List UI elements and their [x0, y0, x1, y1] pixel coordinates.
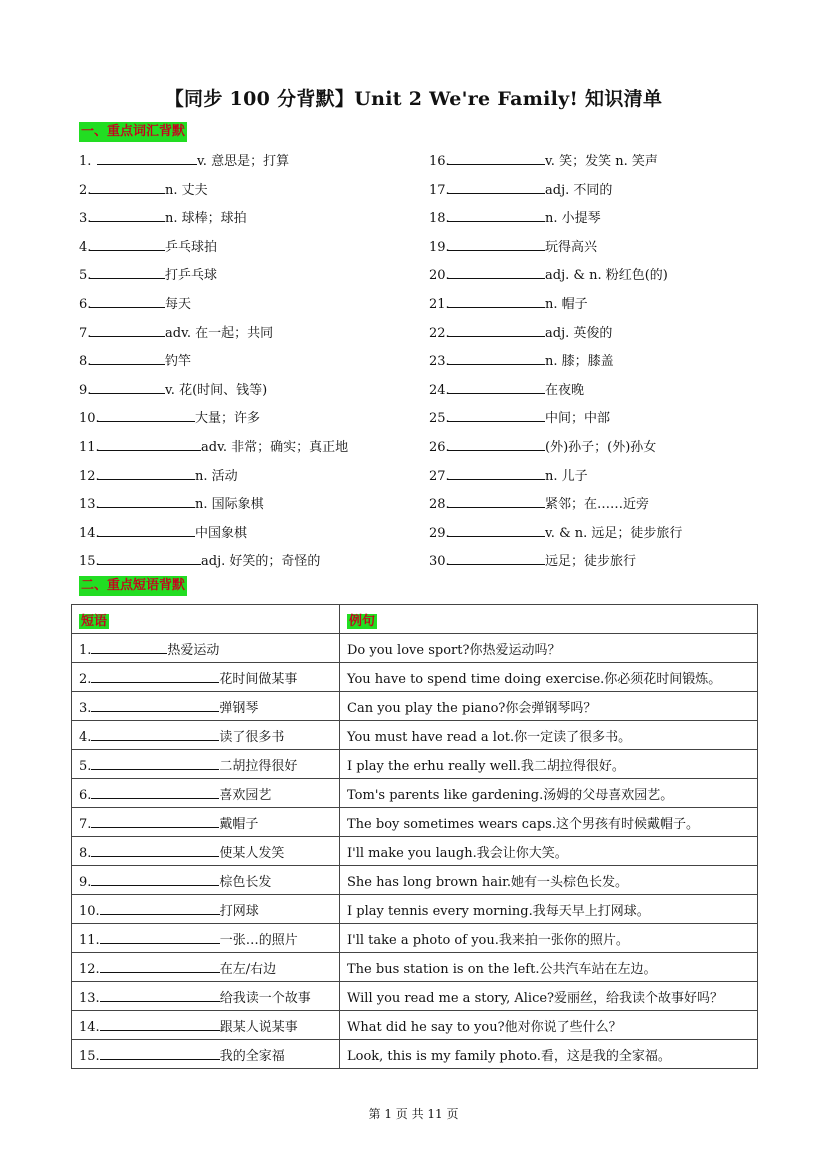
item-number: 7.	[79, 325, 92, 341]
table-row	[72, 1040, 758, 1069]
phrase-blank[interactable]	[91, 639, 167, 654]
phrase-blank[interactable]	[100, 958, 220, 973]
answer-blank[interactable]	[447, 207, 545, 222]
phrase-cell	[72, 1040, 340, 1069]
table-row	[72, 953, 758, 982]
vocab-item	[79, 522, 247, 542]
phrase-blank[interactable]	[100, 1045, 220, 1060]
table-row	[72, 837, 758, 866]
vocab-item	[429, 379, 584, 399]
item-number: 6.	[79, 297, 92, 312]
item-meaning: n. 球棒；球拍	[165, 211, 247, 227]
vocab-item	[79, 465, 238, 485]
vocab-item	[79, 379, 267, 399]
vocab-item	[429, 350, 614, 370]
item-number: 16.	[429, 154, 450, 169]
phrase-number: 4.	[79, 729, 92, 745]
phrase-cell	[72, 634, 340, 663]
answer-blank[interactable]	[447, 379, 545, 394]
answer-blank[interactable]	[97, 550, 201, 565]
phrase-cell	[72, 837, 340, 866]
answer-blank[interactable]	[97, 465, 195, 480]
table-row	[72, 634, 758, 663]
item-number: 2.	[79, 182, 92, 198]
answer-blank[interactable]	[97, 150, 197, 165]
table-row	[72, 779, 758, 808]
table-header-row	[72, 605, 758, 634]
phrase-blank[interactable]	[91, 668, 219, 683]
example-cell: I'll make you laugh.我会让你大笑。	[340, 837, 758, 866]
phrase-number: 15.	[79, 1048, 100, 1064]
table-row	[72, 866, 758, 895]
vocab-item	[429, 493, 649, 513]
phrase-cell	[72, 895, 340, 924]
vocab-item	[429, 407, 610, 427]
item-number: 17.	[429, 182, 450, 198]
phrase-number: 8.	[79, 845, 92, 861]
vocab-item	[79, 264, 217, 284]
item-number: 18.	[429, 211, 450, 227]
vocab-item	[429, 550, 636, 570]
vocab-item	[79, 493, 264, 513]
item-meaning: adj. 好笑的；奇怪的	[201, 554, 321, 570]
phrase-meaning: 一张…的照片	[219, 932, 298, 948]
vocab-item	[79, 207, 247, 227]
phrase-cell	[72, 866, 340, 895]
table-row	[72, 924, 758, 953]
item-number: 13.	[79, 497, 100, 513]
phrase-cell	[72, 808, 340, 837]
phrase-table	[71, 604, 758, 1069]
header-cell-example	[340, 605, 758, 634]
answer-blank[interactable]	[89, 350, 165, 365]
answer-blank[interactable]	[89, 207, 165, 222]
phrase-cell	[72, 953, 340, 982]
answer-blank[interactable]	[447, 550, 545, 565]
phrase-number: 3.	[79, 700, 92, 716]
example-cell: Can you play the piano?你会弹钢琴吗？	[340, 692, 758, 721]
phrase-cell	[72, 1011, 340, 1040]
phrase-number: 11.	[79, 932, 100, 948]
example-cell: Tom's parents like gardening.汤姆的父母喜欢园艺。	[340, 779, 758, 808]
table-row	[72, 721, 758, 750]
phrase-number: 13.	[79, 990, 100, 1006]
example-cell: Do you love sport?你热爱运动吗？	[340, 634, 758, 663]
vocab-item	[79, 150, 289, 170]
vocab-item	[79, 293, 191, 313]
phrase-number: 6.	[79, 787, 92, 803]
phrase-meaning: 花时间做某事	[219, 671, 298, 687]
item-number: 27.	[429, 468, 450, 484]
vocab-item	[429, 465, 588, 485]
item-number: 10.	[79, 411, 100, 427]
phrase-meaning: 使某人发笑	[219, 845, 285, 861]
answer-blank[interactable]	[89, 264, 165, 279]
item-number: 1.	[79, 154, 92, 169]
phrase-cell	[72, 750, 340, 779]
table-row	[72, 692, 758, 721]
item-number: 28.	[429, 497, 450, 513]
answer-blank[interactable]	[97, 493, 195, 508]
answer-blank[interactable]	[89, 379, 165, 394]
item-meaning: adj. 不同的	[545, 182, 613, 198]
phrase-number: 9.	[79, 874, 92, 890]
item-meaning: 紧邻；在……近旁	[545, 497, 650, 513]
vocab-item	[429, 436, 656, 456]
vocab-item	[429, 322, 612, 342]
item-number: 14.	[79, 525, 100, 541]
item-meaning: 玩得高兴	[545, 239, 598, 255]
phrase-meaning: 读了很多书	[219, 729, 285, 745]
section-heading-phrases: 二、重点短语背默	[79, 576, 187, 596]
phrase-blank[interactable]	[91, 813, 219, 828]
example-cell: The boy sometimes wears caps.这个男孩有时候戴帽子。	[340, 808, 758, 837]
phrase-cell	[72, 924, 340, 953]
example-cell: Look, this is my family photo.看，这是我的全家福。	[340, 1040, 758, 1069]
phrase-blank[interactable]	[100, 900, 220, 915]
item-meaning: 每天	[165, 297, 192, 312]
item-number: 24.	[429, 382, 450, 398]
phrase-meaning: 戴帽子	[219, 816, 259, 832]
phrase-cell	[72, 663, 340, 692]
item-meaning: v. 花(时间、钱等)	[165, 382, 268, 398]
vocab-item	[429, 264, 668, 284]
phrase-meaning: 弹钢琴	[219, 700, 259, 716]
item-number: 29.	[429, 525, 450, 541]
phrase-number: 5.	[79, 758, 92, 774]
phrase-blank[interactable]	[91, 755, 219, 770]
item-number: 8.	[79, 354, 92, 370]
table-row	[72, 982, 758, 1011]
phrase-number: 2.	[79, 671, 92, 687]
answer-blank[interactable]	[97, 522, 195, 537]
example-cell: Will you read me a story, Alice?爱丽丝，给我读个故事好吗？	[340, 982, 758, 1011]
item-meaning: 钓竿	[165, 354, 192, 370]
phrase-cell	[72, 982, 340, 1011]
item-meaning: 大量；许多	[195, 411, 261, 427]
table-row	[72, 808, 758, 837]
answer-blank[interactable]	[447, 179, 545, 194]
answer-blank[interactable]	[447, 293, 545, 308]
phrase-number: 10.	[79, 903, 100, 919]
item-meaning: adv. 在一起；共同	[165, 325, 274, 341]
item-meaning: 打乒乓球	[165, 268, 218, 284]
item-number: 21.	[429, 297, 450, 312]
header-phrase-label: 短语	[81, 613, 108, 629]
item-meaning: n. 膝；膝盖	[545, 354, 614, 370]
vocab-item	[429, 207, 601, 227]
answer-blank[interactable]	[97, 436, 201, 451]
phrase-number: 7.	[79, 816, 92, 832]
item-meaning: 远足；徒步旅行	[545, 554, 637, 570]
phrase-number: 1.	[79, 642, 92, 658]
answer-blank[interactable]	[447, 264, 545, 279]
item-meaning: 乒乓球拍	[165, 239, 218, 255]
phrase-meaning: 跟某人说某事	[219, 1019, 298, 1035]
vocab-item	[429, 179, 612, 199]
item-meaning: 中间；中部	[545, 411, 611, 427]
vocab-item	[429, 522, 682, 542]
item-number: 15.	[79, 554, 100, 570]
phrase-meaning: 打网球	[219, 903, 259, 919]
answer-blank[interactable]	[89, 236, 165, 251]
answer-blank[interactable]	[447, 493, 545, 508]
item-number: 11.	[79, 440, 100, 455]
answer-blank[interactable]	[89, 322, 165, 337]
page-footer: 第 1 页 共 11 页	[368, 1107, 459, 1121]
vocab-item	[79, 350, 191, 370]
answer-blank[interactable]	[447, 150, 545, 165]
item-meaning: adj. 英俊的	[545, 325, 613, 341]
table-row	[72, 663, 758, 692]
section-heading-vocab: 一、重点词汇背默	[79, 122, 187, 142]
item-meaning: 中国象棋	[195, 525, 248, 541]
answer-blank[interactable]	[447, 522, 545, 537]
item-number: 25.	[429, 411, 450, 427]
phrase-blank[interactable]	[91, 842, 219, 857]
answer-blank[interactable]	[447, 322, 545, 337]
phrase-meaning: 我的全家福	[219, 1048, 285, 1064]
example-cell: I play the erhu really well.我二胡拉得很好。	[340, 750, 758, 779]
item-meaning: n. 帽子	[545, 297, 588, 312]
answer-blank[interactable]	[447, 436, 545, 451]
phrase-meaning: 棕色长发	[219, 874, 272, 890]
answer-blank[interactable]	[89, 293, 165, 308]
phrase-blank[interactable]	[91, 784, 219, 799]
phrase-blank[interactable]	[100, 1016, 220, 1031]
phrase-blank[interactable]	[100, 987, 220, 1002]
vocab-item	[429, 150, 658, 170]
item-meaning: n. 国际象棋	[195, 497, 264, 513]
phrase-blank[interactable]	[91, 697, 219, 712]
item-meaning: n. 儿子	[545, 468, 588, 484]
phrase-meaning: 热爱运动	[167, 642, 220, 658]
answer-blank[interactable]	[89, 179, 165, 194]
table-row	[72, 750, 758, 779]
header-cell-phrase	[72, 605, 340, 634]
item-number: 30.	[429, 554, 450, 570]
item-meaning: adv. 非常；确实；真正地	[201, 440, 349, 455]
phrase-number: 14.	[79, 1019, 100, 1035]
phrase-blank[interactable]	[100, 929, 220, 944]
answer-blank[interactable]	[97, 407, 195, 422]
item-meaning: v. & n. 远足；徒步旅行	[545, 525, 683, 541]
phrase-blank[interactable]	[91, 871, 219, 886]
item-number: 5.	[79, 268, 92, 284]
example-cell: What did he say to you?他对你说了些什么？	[340, 1011, 758, 1040]
vocab-item	[79, 179, 208, 199]
item-meaning: n. 丈夫	[165, 182, 208, 198]
phrase-cell	[72, 779, 340, 808]
page-title: 【同步 100 分背默】Unit 2 We're Family! 知识清单	[164, 88, 663, 110]
item-meaning: adj. & n. 粉红色(的)	[545, 268, 668, 284]
phrase-meaning: 喜欢园艺	[219, 787, 272, 803]
answer-blank[interactable]	[447, 465, 545, 480]
answer-blank[interactable]	[447, 236, 545, 251]
vocab-item	[79, 550, 320, 570]
item-number: 4.	[79, 239, 92, 255]
item-number: 20.	[429, 268, 450, 284]
answer-blank[interactable]	[447, 350, 545, 365]
item-meaning: n. 小提琴	[545, 211, 601, 227]
item-number: 26.	[429, 440, 450, 455]
item-meaning: (外)孙子；(外)孙女	[545, 440, 657, 455]
phrase-blank[interactable]	[91, 726, 219, 741]
vocab-item	[429, 236, 597, 256]
header-example-label: 例句	[349, 613, 376, 629]
phrase-cell	[72, 721, 340, 750]
vocab-item	[79, 407, 260, 427]
vocab-item	[79, 436, 348, 456]
item-number: 22.	[429, 325, 450, 341]
phrase-number: 12.	[79, 961, 100, 977]
item-number: 9.	[79, 382, 92, 398]
phrase-meaning: 在左/右边	[219, 961, 277, 977]
example-cell: I play tennis every morning.我每天早上打网球。	[340, 895, 758, 924]
phrase-meaning: 二胡拉得很好	[219, 758, 298, 774]
item-meaning: 在夜晚	[545, 382, 585, 398]
example-cell: She has long brown hair.她有一头棕色长发。	[340, 866, 758, 895]
example-cell: I'll take a photo of you.我来拍一张你的照片。	[340, 924, 758, 953]
table-row	[72, 1011, 758, 1040]
phrase-cell	[72, 692, 340, 721]
phrase-meaning: 给我读一个故事	[219, 990, 311, 1006]
table-row	[72, 895, 758, 924]
item-meaning: v. 意思是；打算	[197, 154, 290, 169]
item-number: 19.	[429, 239, 450, 255]
example-cell: You have to spend time doing exercise.你必须花时间锻炼。	[340, 663, 758, 692]
item-number: 3.	[79, 211, 92, 227]
example-cell: The bus station is on the left.公共汽车站在左边。	[340, 953, 758, 982]
vocab-item	[79, 322, 273, 342]
vocab-item	[79, 236, 217, 256]
item-meaning: n. 活动	[195, 468, 238, 484]
item-number: 12.	[79, 468, 100, 484]
example-cell: You must have read a lot.你一定读了很多书。	[340, 721, 758, 750]
item-number: 23.	[429, 354, 450, 370]
vocab-item	[429, 293, 588, 313]
answer-blank[interactable]	[447, 407, 545, 422]
item-meaning: v. 笑；发笑 n. 笑声	[545, 154, 658, 169]
